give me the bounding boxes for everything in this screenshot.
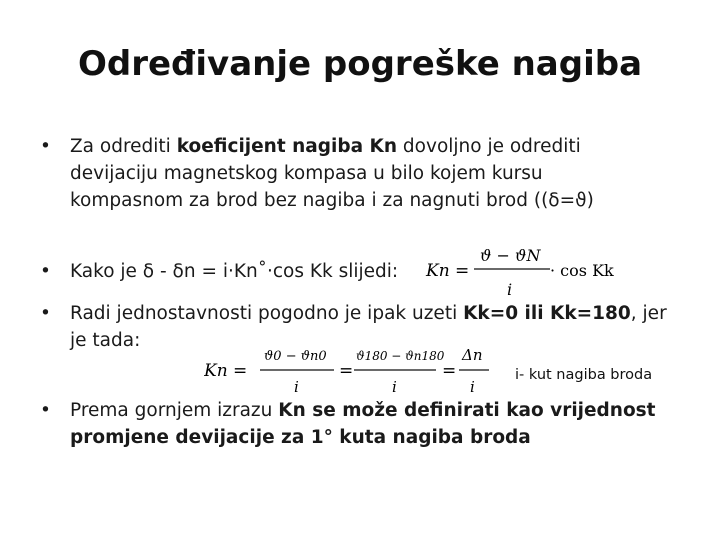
equals-sign: =: [339, 361, 354, 381]
bullet-dot: •: [40, 303, 51, 324]
bold-span: Kn se može definirati kao vrijednost: [278, 400, 656, 421]
bullet-text: [70, 397, 656, 451]
bullet-line: [70, 397, 656, 424]
formula-numerator: ϑ180 − ϑn180: [356, 349, 445, 363]
bullet-line: [70, 424, 656, 451]
formula-denominator: i: [470, 378, 475, 396]
bullet-line: je tada:: [70, 330, 141, 351]
formula-numerator: ϑ0 − ϑn0: [264, 349, 327, 364]
formula-denominator: i: [294, 378, 299, 396]
slide-title: Određivanje pogreške nagiba: [77, 44, 643, 84]
bullet-line: [70, 300, 667, 327]
formula-lhs: Kn =: [204, 361, 248, 381]
formula-numerator: Δn: [462, 346, 483, 364]
note-kut-nagiba: i- kut nagiba broda: [515, 367, 653, 383]
bold-span: koeficijent nagiba Kn: [176, 136, 398, 157]
formula-denominator: i: [392, 378, 397, 396]
text-span: , jer: [630, 303, 667, 324]
bold-span: promjene devijacije za 1° kuta nagiba broda: [70, 427, 531, 448]
formula-numerator: ϑ − ϑN: [480, 246, 541, 265]
text-span: kompasnom za brod bez nagiba i za nagnuti brod ((δ=ϑ): [70, 190, 594, 211]
text-span: Za odrediti: [70, 136, 177, 157]
bullet-text: [70, 133, 594, 214]
equals-sign: =: [442, 361, 457, 381]
formula-suffix: · cos Kk: [550, 261, 614, 280]
bullet-text: Kako je δ - δn = i·Kn˚·cos Kk slijedi:: [70, 261, 399, 282]
bold-span: Kk=0 ili Kk=180: [463, 303, 631, 324]
formula-kn-cos: [424, 240, 634, 300]
bullet-dot: •: [40, 261, 51, 282]
formula-lhs: Kn =: [426, 261, 470, 281]
bullet-line: [70, 187, 594, 214]
bullet-line: devijaciju magnetskog kompasa u bilo kojem kursu: [70, 163, 543, 184]
formula-denominator: i: [507, 280, 513, 299]
bullet-line: [70, 133, 594, 160]
formula-kn-special: [204, 345, 504, 397]
text-span: dovoljno je odrediti: [397, 136, 581, 157]
text-span: Radi jednostavnosti pogodno je ipak uzeti: [70, 303, 464, 324]
bullet-dot: •: [40, 400, 51, 421]
bullet-dot: •: [40, 136, 51, 157]
text-span: Prema gornjem izrazu: [70, 400, 279, 421]
